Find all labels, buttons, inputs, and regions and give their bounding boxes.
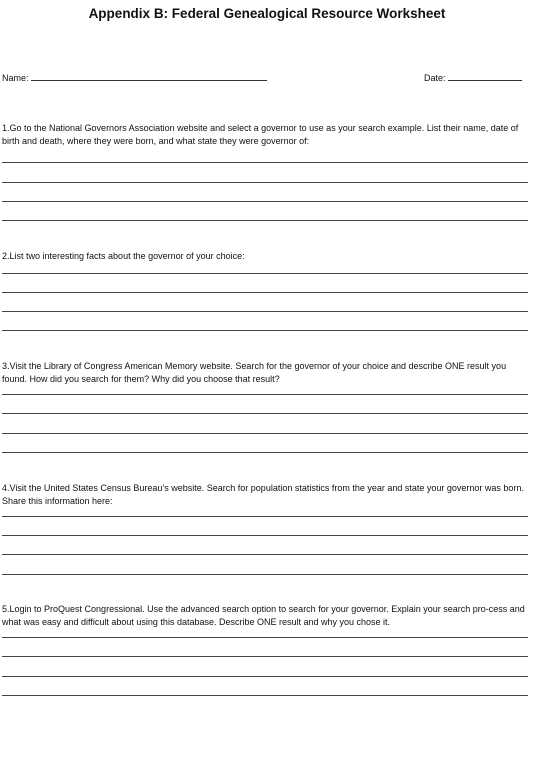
date-label: Date:	[424, 73, 446, 83]
answer-line[interactable]	[2, 394, 528, 395]
question-5: 5.Login to ProQuest Congressional. Use the advanced search option to search for your governor. Explain your search pro-cess and what was easy and difficult about using this database. Describe ONE result and why you chose it.	[2, 604, 525, 627]
worksheet-title: Appendix B: Federal Genealogical Resource Worksheet	[88, 6, 446, 21]
answer-line[interactable]	[2, 574, 528, 575]
name-blank[interactable]	[31, 71, 267, 81]
answer-line[interactable]	[2, 516, 528, 517]
answer-line[interactable]	[2, 554, 528, 555]
answer-line[interactable]	[2, 311, 528, 312]
answer-line[interactable]	[2, 182, 528, 183]
answer-line[interactable]	[2, 656, 528, 657]
name-label: Name:	[2, 73, 29, 83]
answer-line[interactable]	[2, 292, 528, 293]
answer-line[interactable]	[2, 452, 528, 453]
answer-line[interactable]	[2, 413, 528, 414]
question-3: 3.Visit the Library of Congress American Memory website. Search for the governor of your choice and describe ONE result you found. How did you search for them? Why did you choose that result?	[2, 361, 507, 384]
answer-line[interactable]	[2, 433, 528, 434]
name-date-row	[2, 71, 528, 85]
question-1: 1.Go to the National Governors Association website and select a governor to use as your search example. List their name, date of birth and death, where they were born, and what state they were governor of:	[2, 123, 519, 146]
answer-line[interactable]	[2, 637, 528, 638]
question-4: 4.Visit the United States Census Bureau’s website. Search for population statistics from the year and state your governor was born. Share this information here:	[2, 483, 524, 506]
answer-line[interactable]	[2, 676, 528, 677]
answer-line[interactable]	[2, 273, 528, 274]
name-field[interactable]	[2, 71, 267, 83]
date-blank[interactable]	[448, 71, 522, 81]
date-field[interactable]	[424, 71, 522, 83]
answer-line[interactable]	[2, 535, 528, 536]
question-2: 2.List two interesting facts about the governor of your choice:	[2, 251, 245, 261]
answer-line[interactable]	[2, 162, 528, 163]
answer-line[interactable]	[2, 330, 528, 331]
answer-line[interactable]	[2, 220, 528, 221]
answer-line[interactable]	[2, 201, 528, 202]
answer-line[interactable]	[2, 695, 528, 696]
